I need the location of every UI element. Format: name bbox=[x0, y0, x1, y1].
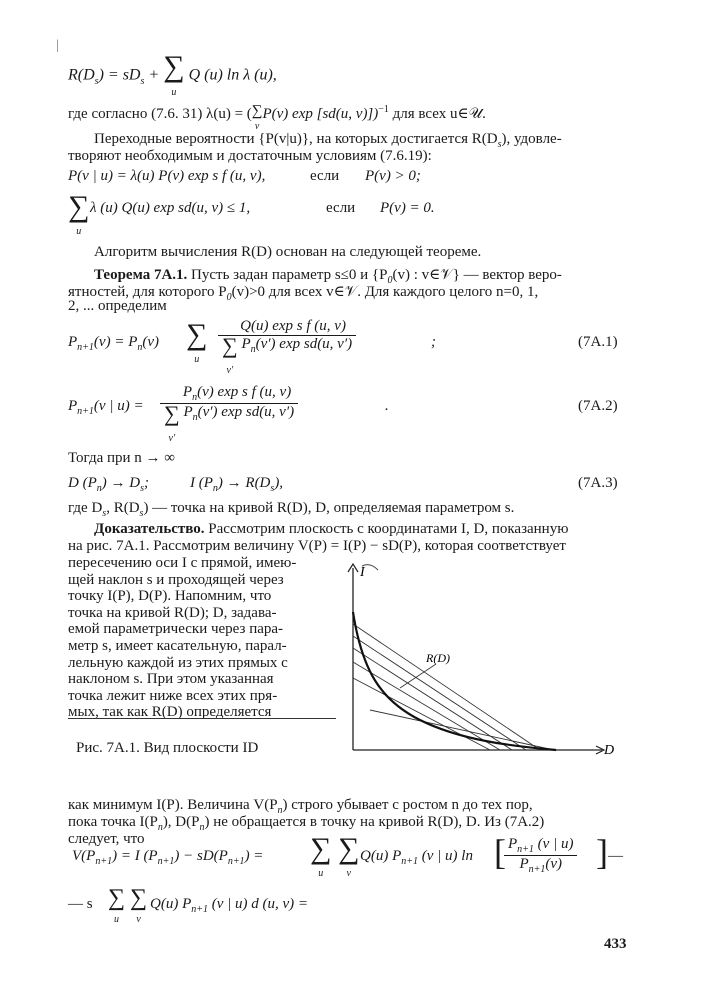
text-transition-probabilities-1: Переходные вероятности {P(v|u)}, на которых достигается $R(D_s)$, удовле- bbox=[94, 131, 562, 150]
text-lambda-definition: где согласно (7.6. 31) λ(u) = (∑ vP(v) exp [sd(u, v)])$^{-1}$ для всех u∈𝒰. bbox=[68, 103, 486, 132]
equation-rate-distortion: $R(D_s) = sD_s$ + ∑ u Q (u) ln λ (u), bbox=[68, 50, 277, 98]
tangent-lines bbox=[353, 624, 554, 750]
proof-wrap-line: лельную каждой из этих прямых с bbox=[68, 654, 288, 671]
theorem-line-1: Теорема 7А.1. Пусть задан параметр s≤0 и {$P_0(v)$ : v∈𝒱} — вектор веро- bbox=[94, 267, 562, 286]
text-minimum-line-2: пока точка $I(P_n)$, $D(P_n)$ не обращается в точку на кривой R(D), D. Из (7А.2) bbox=[68, 814, 545, 833]
equation-7a3-left: D $(P_n) \to D_s$; bbox=[68, 475, 149, 494]
equation-number-7a2: (7A.2) bbox=[578, 398, 618, 414]
equation-v-decrease: $V(P_{n+1}) = I$ $(P_{n+1}) - sD(P_{n+1})$ = ∑ u ∑ v Q(u) $P_{n+1}$ (v | u) ln [ $\frac{P_{n+1} (v | u)}{P_{n+1}(v)}$ ] — bbox=[72, 832, 623, 879]
proof-wrap-line: щей наклон s и проходящей через bbox=[68, 571, 284, 588]
margin-mark: | bbox=[56, 38, 59, 53]
text-then: Тогда при n → ∞ bbox=[68, 450, 175, 466]
x-axis-label: D bbox=[604, 743, 615, 758]
page-number: 433 bbox=[604, 936, 627, 952]
equation-7a3-right: I $(P_n) \to R(D_s)$, bbox=[190, 475, 284, 494]
proof-wrap-line: наклоном s. При этом указанная bbox=[68, 671, 274, 688]
proof-wrap-line: метр s, имеет касательную, парал- bbox=[68, 637, 287, 654]
proof-wrap-line: пересечению оси I с прямой, имею- bbox=[68, 555, 297, 571]
proof-wrap-line: точку I(P), D(P). Напомним, что bbox=[68, 588, 272, 605]
proof-wrapped-text bbox=[68, 555, 336, 721]
equation-number-7a1: (7A.1) bbox=[578, 334, 618, 350]
text-minimum-line-1: как минимум I(P). Величина $V(P_n)$ строго убывает с ростом n до тех пор, bbox=[68, 797, 533, 816]
curve-label: R(D) bbox=[426, 651, 450, 665]
rd-curve bbox=[353, 612, 556, 750]
tangent-line-5 bbox=[353, 678, 490, 750]
proof-line-1: Доказательство. Рассмотрим плоскость с координатами I, D, показанную bbox=[94, 521, 569, 537]
equation-7a1: $P_{n+1}(v) = P_n(v)$ ∑ u Q(u) exp s f (u, v) ∑ v′ $P_n(v')$ exp sd(u, v′) ; bbox=[68, 318, 436, 376]
equation-v-expansion: — s ∑ u ∑ v Q(u) $P_{n+1}$ (v | u) d (u, v) = bbox=[68, 885, 309, 925]
text-minimum-line-3: следует, что bbox=[68, 831, 145, 847]
theorem-line-2: ятностей, для которого $P_0(v)>0$ для всех v∈𝒱. Для каждого целого n=0, 1, bbox=[68, 284, 539, 303]
equation-number-7a3: (7A.3) bbox=[578, 475, 618, 491]
proof-wrap-line: мых, так как R(D) определяется bbox=[68, 704, 272, 721]
proof-wrap-line: точка лежит ниже всех этих пря- bbox=[68, 687, 278, 704]
equation-7a2: $P_{n+1}(v$ | u) = $P_n(v)$ exp s f (u, v) ∑ v′ $P_n(v')$ exp sd(u, v′) . bbox=[68, 384, 389, 444]
text-where: где $D_s$, $R(D_s)$ — точка на кривой R(D), D, определяемая параметром s. bbox=[68, 500, 515, 519]
condition-zero: ∑ u λ (u) Q(u) exp sd(u, v) ≤ 1, если P(v) = 0. bbox=[68, 190, 435, 237]
figure-caption: Рис. 7А.1. Вид плоскости ID bbox=[76, 740, 259, 756]
text-algorithm-intro: Алгоритм вычисления R(D) основан на следующей теореме. bbox=[94, 244, 482, 260]
theorem-line-3: 2, ... определим bbox=[68, 298, 167, 314]
y-axis-label: I bbox=[360, 565, 365, 580]
proof-title: Доказательство. bbox=[94, 521, 205, 537]
theorem-title: Теорема 7А.1. bbox=[94, 267, 188, 283]
proof-line-2: на рис. 7А.1. Рассмотрим величину V(P) = I(P) − sD(P), которая соответствует bbox=[68, 538, 566, 554]
figure-id-plane bbox=[340, 560, 630, 770]
proof-wrap-line: емой параметрически через пара- bbox=[68, 621, 284, 638]
proof-wrap-line: точка на кривой R(D); D, задава- bbox=[68, 604, 277, 621]
tangent-line-6 bbox=[370, 710, 554, 750]
tangent-line-4 bbox=[353, 662, 500, 750]
text-transition-probabilities-2: творяют необходимым и достаточным условиям (7.6.19): bbox=[68, 148, 432, 164]
condition-positive: P(v | u) = λ(u) P(v) exp s f (u, v), если P(v) > 0; bbox=[68, 168, 421, 184]
caption-rule bbox=[68, 718, 336, 719]
